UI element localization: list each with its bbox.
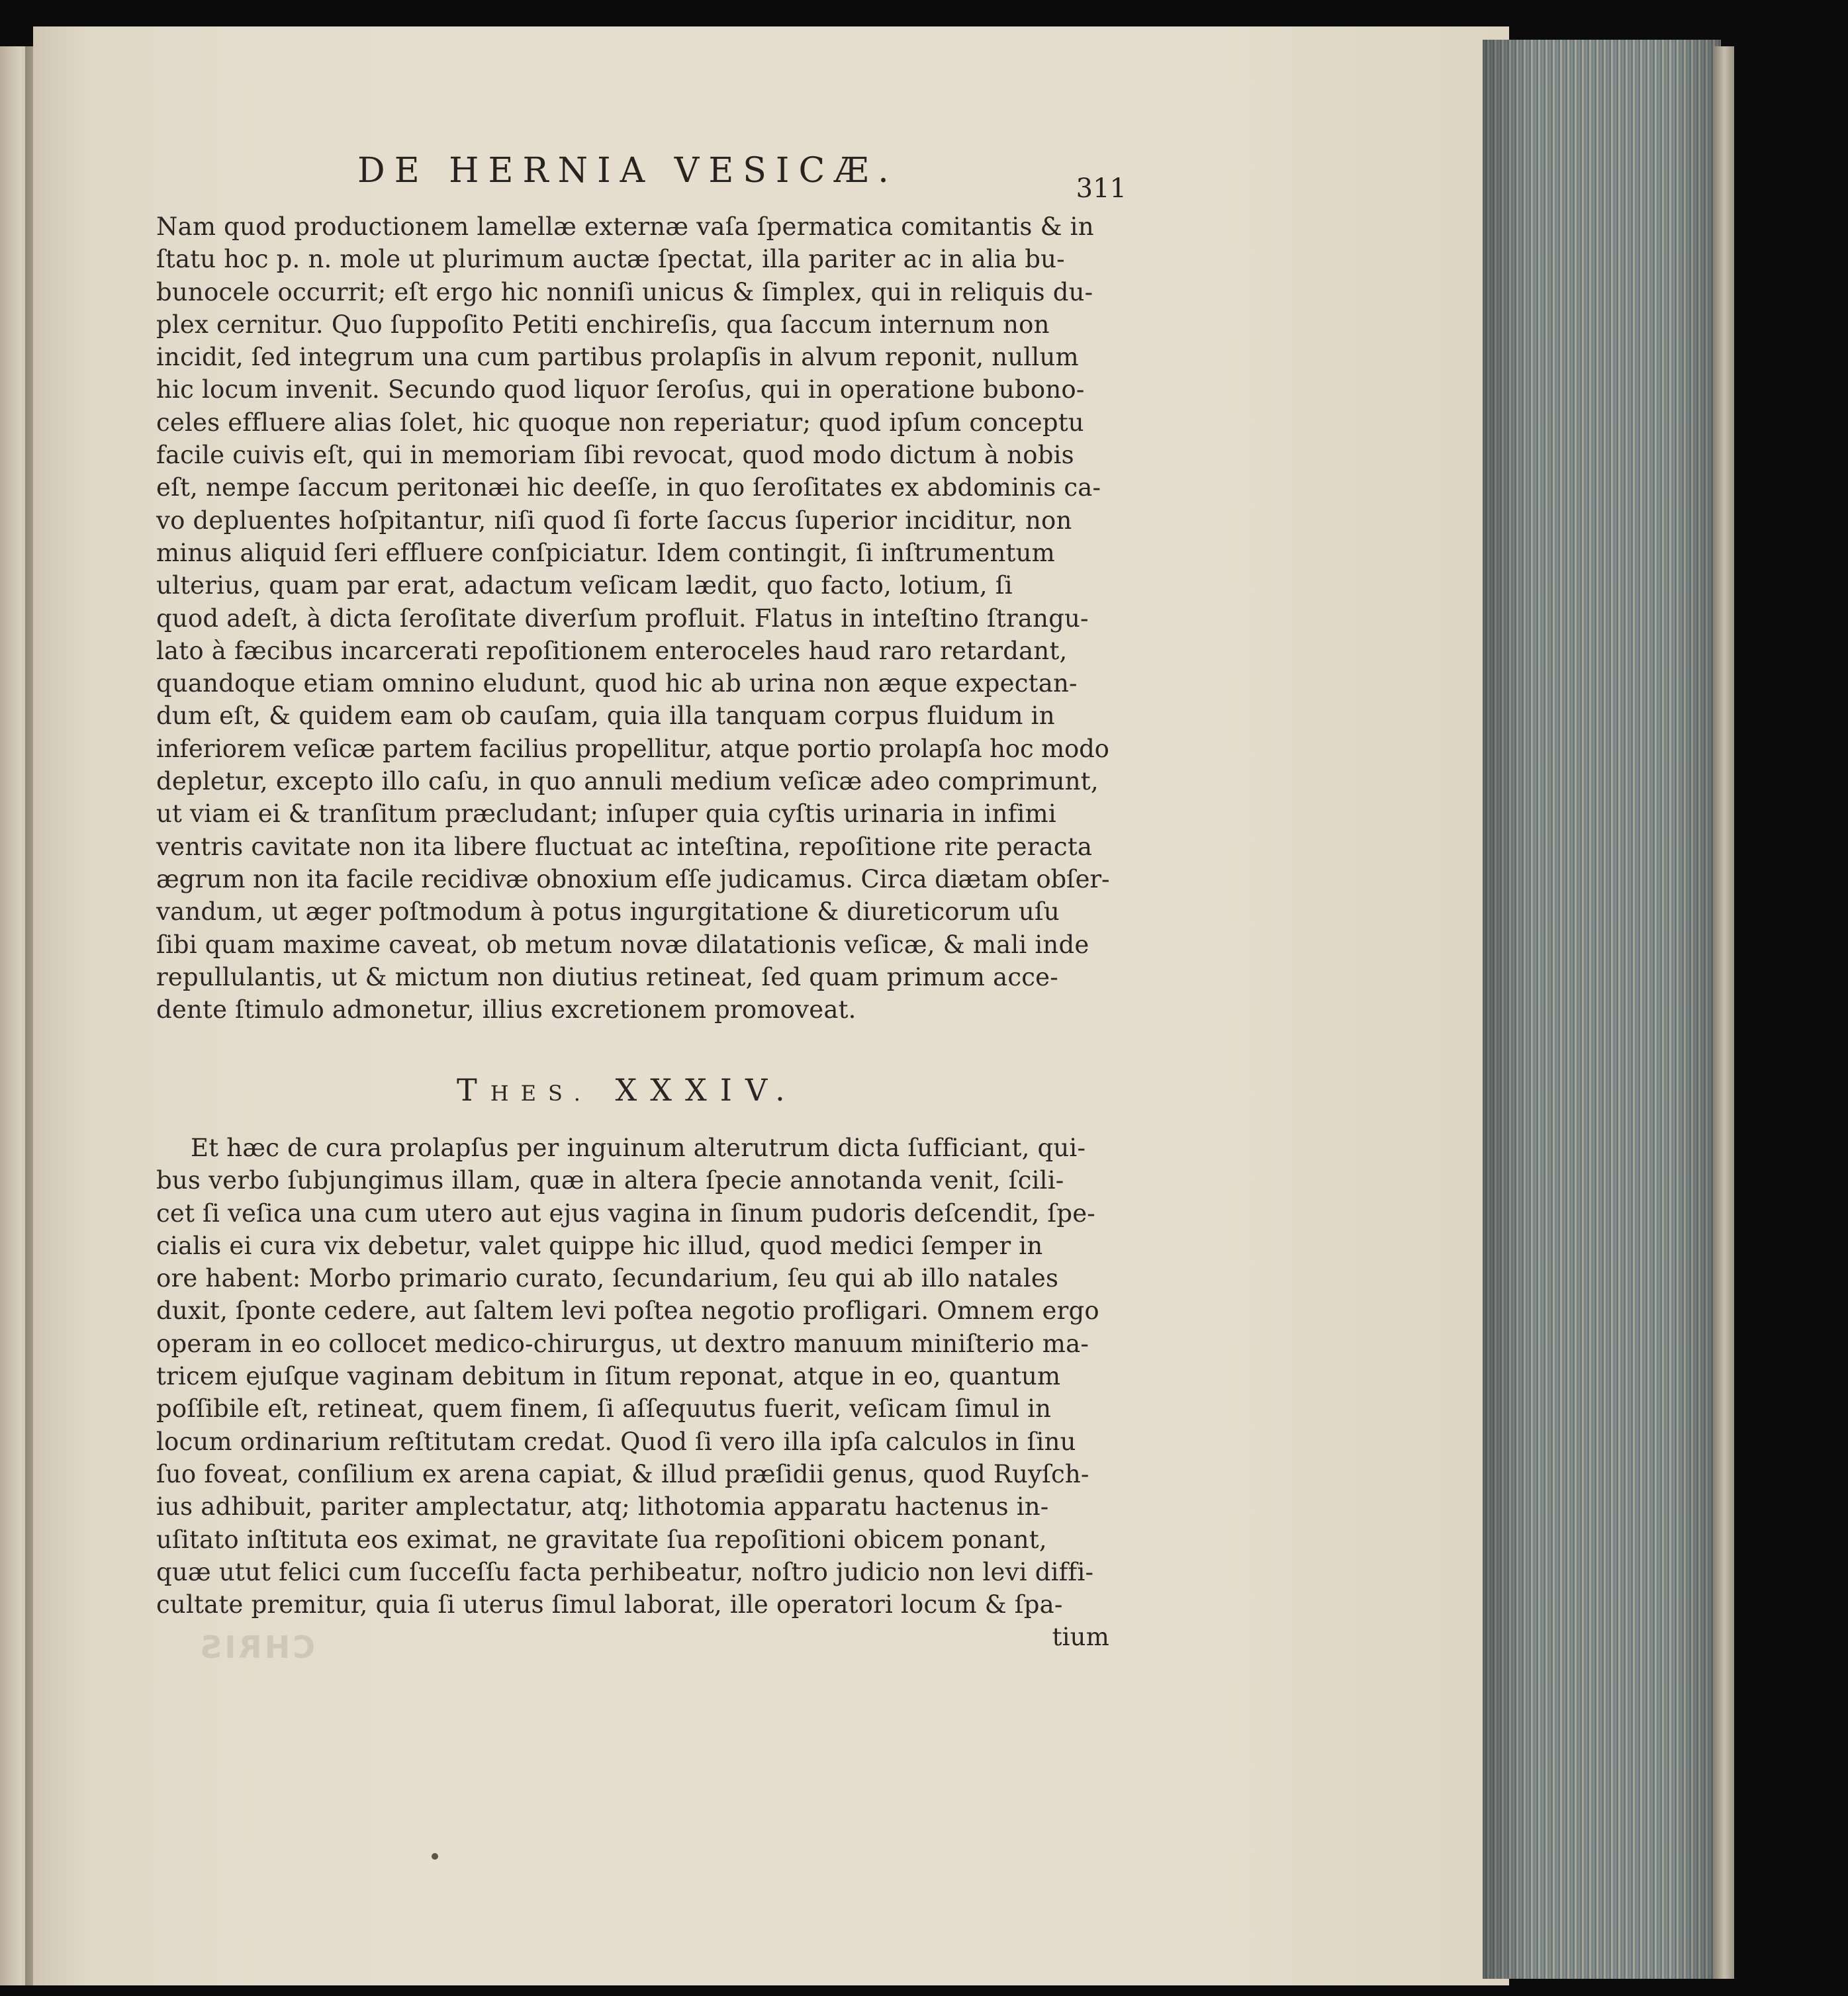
text-line: plex cernitur. Quo ſuppoſito Petiti enchireſis, qua ſaccum internum non	[156, 310, 1050, 339]
text-line: cialis ei cura vix debetur, valet quippe hic illud, quod medici ſemper in	[156, 1231, 1043, 1260]
ink-spot	[432, 1853, 438, 1860]
text-line: eſt, nempe ſaccum peritonæi hic deeſſe, in quo ſeroſitates ex abdominis ca-	[156, 473, 1101, 502]
text-line: bus verbo ſubjungimus illam, quæ in altera ſpecie annotanda venit, ſcili-	[156, 1166, 1064, 1195]
paragraph-1	[156, 210, 1109, 1026]
text-line: vandum, ut æger poſtmodum à potus ingurgitatione & diureticorum uſu	[156, 897, 1060, 927]
text-line: ut viam ei & tranſitum præcludant; inſuper quia cyſtis urinaria in infimi	[156, 799, 1056, 829]
text-line: bunocele occurrit; eſt ergo hic nonniſi unicus & ſimplex, qui in reliquis du-	[156, 277, 1093, 306]
paragraph-2	[156, 1132, 1109, 1654]
text-line: locum ordinarium reſtitutam credat. Quod ſi vero illa ipſa calculos in ſinu	[156, 1427, 1076, 1456]
text-line: ius adhibuit, pariter amplectatur, atq; lithotomia apparatu hactenus in-	[156, 1492, 1049, 1521]
text-line: hic locum invenit. Secundo quod liquor ſeroſus, qui in operatione bubono-	[156, 375, 1085, 404]
fore-edge-shading	[1483, 40, 1721, 1979]
text-line: cultate premitur, quia ſi uterus ſimul laborat, ille operatori locum & ſpa-	[156, 1590, 1063, 1619]
text-line: ſtatu hoc p. n. mole ut plurimum auctæ ſpectat, illa pariter ac in alia bu-	[156, 245, 1065, 274]
text-line: Et hæc de cura prolapſus per inguinum alterutrum dicta ſufficiant, qui-	[191, 1134, 1086, 1162]
text-line: ore habent: Morbo primario curato, ſecundarium, ſeu qui ab illo natales	[156, 1264, 1059, 1293]
text-line: incidit, ſed integrum una cum partibus prolapſis in alvum reponit, nullum	[156, 343, 1079, 372]
text-line: repullulantis, ut & mictum non diutius retineat, ſed quam primum acce-	[156, 962, 1058, 991]
text-line: cet ſi veſica una cum utero aut ejus vagina in ſinum pudoris deſcendit, ſpe-	[156, 1199, 1096, 1228]
text-line: quod adeſt, à dicta ſeroſitate diverſum profluit. Flatus in inteſtino ſtrangu-	[156, 604, 1089, 633]
text-line: dente ſtimulo admonetur, illius excretionem promoveat.	[156, 995, 856, 1024]
text-line: ægrum non ita facile recidivæ obnoxium eſſe judicamus. Circa diætam obſer-	[156, 864, 1110, 893]
text-line: vo depluentes hoſpitantur, niſi quod ſi forte ſaccus ſuperior inciditur, non	[156, 506, 1072, 535]
text-line: quæ utut felici cum ſucceſſu facta perhibeatur, noſtro judicio non levi diffi-	[156, 1557, 1094, 1586]
text-line: lato à fæcibus incarcerati repoſitionem enteroceles haud raro retardant,	[156, 636, 1068, 665]
text-line: duxit, ſponte cedere, aut ſaltem levi poſtea negotio profligari. Omnem ergo	[156, 1296, 1099, 1326]
heading-initial: T	[457, 1072, 490, 1108]
text-line: ſuo foveat, conſilium ex arena capiat, & illud præſidii genus, quod Ruyſch-	[156, 1459, 1089, 1488]
text-line: quandoque etiam omnino eludunt, quod hic ab urina non æque expectan-	[156, 669, 1078, 698]
page-number: 311	[1076, 173, 1127, 204]
text-line: tricem ejuſque vaginam debitum in ſitum reponat, atque in eo, quantum	[156, 1362, 1061, 1391]
text-line: ſibi quam maxime caveat, ob metum novæ dilatationis veſicæ, & mali inde	[156, 930, 1089, 959]
text-line: depletur, excepto illo caſu, in quo annuli medium veſicæ adeo comprimunt,	[156, 767, 1099, 796]
text-line: poſſibile eſt, retineat, quem finem, ſi aſſequutus fuerit, veſicam ſimul in	[156, 1394, 1052, 1424]
text-line: minus aliquid ſeri effluere conſpiciatur. Idem contingit, ſi inſtrumentum	[156, 538, 1055, 567]
text-line: uſitato inſtituta eos eximat, ne gravitate ſua repoſitioni obicem ponant,	[156, 1525, 1047, 1554]
text-line: celes effluere alias ſolet, hic quoque non reperiatur; quod ipſum conceptu	[156, 408, 1084, 437]
show-through-text: CHRIS	[197, 1629, 315, 1665]
text-line: operam in eo collocet medico-chirurgus, ut dextro manuum miniſterio ma-	[156, 1329, 1089, 1358]
heading-numeral: XXXIV.	[615, 1072, 798, 1108]
text-line: ulterius, quam par erat, adactum veſicam lædit, quo facto, lotium, ſi	[156, 571, 1013, 600]
section-heading	[457, 1072, 854, 1118]
running-title: DE HERNIA VESICÆ.	[357, 151, 898, 191]
text-line: inferiorem veſicæ partem facilius propellitur, atque portio prolapſa hoc modo	[156, 734, 1109, 763]
text-line: Nam quod productionem lamellæ externæ vaſa ſpermatica comitantis & in	[156, 212, 1094, 241]
text-line: dum eſt, & quidem eam ob cauſam, quia illa tanquam corpus fluidum in	[156, 702, 1055, 731]
text-line: ventris cavitate non ita libere fluctuat ac inteſtina, repoſitione rite peracta	[156, 832, 1093, 861]
book-cover-edge	[1714, 46, 1734, 1979]
text-line: facile cuivis eſt, qui in memoriam ſibi revocat, quod modo dictum à nobis	[156, 441, 1074, 470]
catchword: tium	[1052, 1623, 1109, 1652]
heading-small-caps: HES.	[490, 1081, 592, 1106]
